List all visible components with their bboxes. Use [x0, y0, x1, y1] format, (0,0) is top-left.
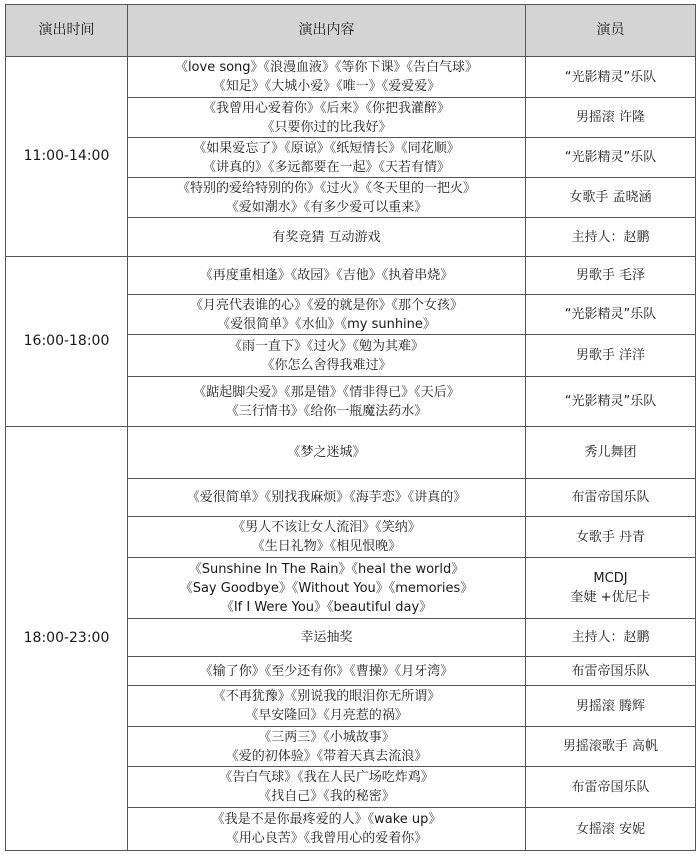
- header-performer: 演员: [526, 5, 696, 57]
- program-line: 《踮起脚尖爱》《那是错》《情非得已》《天后》: [193, 384, 460, 400]
- program-line: 《特别的爱给特别的你》《过火》《冬天里的一把火》: [176, 180, 476, 196]
- program-line: 《告白气球》《我在人民广场吃炸鸡》: [219, 770, 434, 785]
- table-row: [6, 257, 696, 295]
- program-line: 《输了你》《至少还有你》《曹操》《月牙湾》: [199, 663, 454, 679]
- performer-name: 布雷帝国乐队: [571, 663, 650, 679]
- performer-cell: [526, 619, 696, 657]
- performer-cell: [526, 57, 696, 98]
- performer-name: 女歌手 孟晓涵: [569, 190, 652, 205]
- performer-name: 男歌手 毛泽: [575, 268, 646, 283]
- program-line: 《你怎么舍得我难过》: [261, 357, 392, 373]
- performer-cell: [526, 377, 696, 427]
- program-line: 《男人不该让女人流泪》《笑纳》: [232, 520, 421, 535]
- program-cell: [128, 727, 526, 767]
- program-cell: [128, 295, 526, 335]
- program-cell: [128, 98, 526, 138]
- performer-name: “光影精灵”乐队: [564, 307, 657, 322]
- performer-name: 男摇滚 许隆: [575, 110, 646, 125]
- time-slot: 11:00-14:00: [6, 57, 128, 257]
- table-row: [6, 427, 696, 479]
- performer-cell: [526, 727, 696, 767]
- performer-name: 女歌手 丹青: [575, 529, 646, 545]
- header-content: 演出内容: [128, 5, 526, 57]
- table-row: [6, 57, 696, 98]
- performer-cell: [526, 178, 696, 218]
- performer-cell: [526, 335, 696, 377]
- performer-cell: [526, 138, 696, 178]
- program-line: 《只要你过的比我好》: [261, 119, 392, 135]
- program-line: 《雨一直下》《过火》《勉为其难》: [228, 338, 424, 354]
- program-cell: [128, 619, 526, 657]
- program-line: 有奖竞猜 互动游戏: [272, 229, 381, 245]
- performer-cell: [526, 767, 696, 808]
- program-cell: [128, 479, 526, 517]
- performer-name: 布雷帝国乐队: [571, 779, 650, 795]
- performer-cell: [526, 218, 696, 257]
- program-cell: [128, 57, 526, 98]
- program-line: 《love song》《浪漫血液》《等你下课》《告白气球》: [174, 60, 479, 75]
- performer-name: “光影精灵”乐队: [564, 394, 657, 409]
- performer-name: MCDJ: [593, 571, 628, 586]
- program-line: 《讲真的》《多远都要在一起》《天若有情》: [202, 159, 450, 175]
- program-line: 《爱很简单》《水仙》《my sunhine》: [217, 316, 436, 332]
- program-line: 《如果爱忘了》《原谅》《纸短情长》《同花顺》: [193, 140, 460, 156]
- schedule-table: [5, 4, 696, 851]
- performer-cell: [526, 479, 696, 517]
- program-line: 《爱很简单》《别找我麻烦》《海芋恋》《讲真的》: [186, 490, 467, 505]
- program-cell: [128, 257, 526, 295]
- performer-cell: [526, 558, 696, 619]
- program-line: 《If I Were You》《beautiful day》: [220, 599, 433, 615]
- performer-cell: [526, 98, 696, 138]
- program-line: 《用心良苦》《我曾用心的爱着你》: [225, 831, 428, 846]
- program-cell: [128, 178, 526, 218]
- program-cell: [128, 686, 526, 727]
- performer-name: 主持人：赵鹏: [571, 630, 650, 645]
- header-time: 演出时间: [6, 5, 128, 57]
- program-line: 《Say Goodbye》《Without You》《memories》: [179, 580, 474, 596]
- performer-name: 男摇滚 腾辉: [575, 698, 646, 714]
- performer-name: 男摇滚歌手 高帆: [562, 739, 659, 754]
- performer-name: 奎婕 +优尼卡: [570, 590, 651, 605]
- program-line: 《爱的初体验》《带着天真去流浪》: [225, 748, 428, 764]
- program-line: 《梦之迷城》: [287, 445, 366, 460]
- performer-name: 秀儿舞团: [584, 445, 637, 460]
- program-line: 《知足》《大城小爱》《唯一》《爱爱爱》: [212, 79, 441, 94]
- program-cell: [128, 335, 526, 377]
- performer-name: 女摇滚 安妮: [575, 821, 646, 837]
- performer-cell: [526, 295, 696, 335]
- program-cell: [128, 218, 526, 257]
- program-line: 《Sunshine In The Rain》《heal the world》: [188, 561, 465, 577]
- performer-name: “光影精灵”乐队: [564, 150, 657, 165]
- header-row: [6, 5, 696, 57]
- performer-cell: [526, 808, 696, 851]
- program-line: 《三两三》《小城故事》: [258, 729, 395, 745]
- program-line: 《三行情书》《给你一瓶魔法药水》: [225, 403, 428, 419]
- program-line: 《不再犹豫》《别说我的眼泪你无所谓》: [212, 689, 441, 704]
- program-line: 《找自己》《我的秘密》: [258, 789, 395, 804]
- program-cell: [128, 808, 526, 851]
- program-line: 幸运抽奖: [300, 630, 353, 645]
- performer-cell: [526, 257, 696, 295]
- time-slot: 18:00-23:00: [6, 427, 128, 851]
- performer-name: “光影精灵”乐队: [564, 69, 657, 85]
- program-line: 《生日礼物》《相见恨晚》: [251, 539, 402, 554]
- performer-cell: [526, 427, 696, 479]
- program-line: 《爱如潮水》《有多少爱可以重来》: [225, 199, 428, 215]
- performer-name: 主持人：赵鹏: [571, 229, 650, 245]
- program-line: 《我是不是你最疼爱的人》《wake up》: [211, 812, 442, 827]
- performer-cell: [526, 686, 696, 727]
- program-cell: [128, 138, 526, 178]
- program-line: 《我曾用心爱着你》《后来》《你把我灌醉》: [202, 100, 450, 116]
- performer-name: 男歌手 洋洋: [575, 348, 646, 363]
- program-cell: [128, 558, 526, 619]
- program-cell: [128, 427, 526, 479]
- performer-cell: [526, 657, 696, 686]
- performer-cell: [526, 517, 696, 558]
- program-cell: [128, 377, 526, 427]
- program-line: 《再度重相逢》《故园》《吉他》《执着串烧》: [199, 268, 454, 283]
- program-line: 《早安隆回》《月亮惹的祸》: [245, 708, 408, 723]
- program-line: 《月亮代表谁的心》《爱的就是你》《那个女孩》: [189, 297, 463, 313]
- performer-name: 布雷帝国乐队: [571, 490, 650, 505]
- time-slot: 16:00-18:00: [6, 257, 128, 427]
- program-cell: [128, 657, 526, 686]
- program-cell: [128, 767, 526, 808]
- program-cell: [128, 517, 526, 558]
